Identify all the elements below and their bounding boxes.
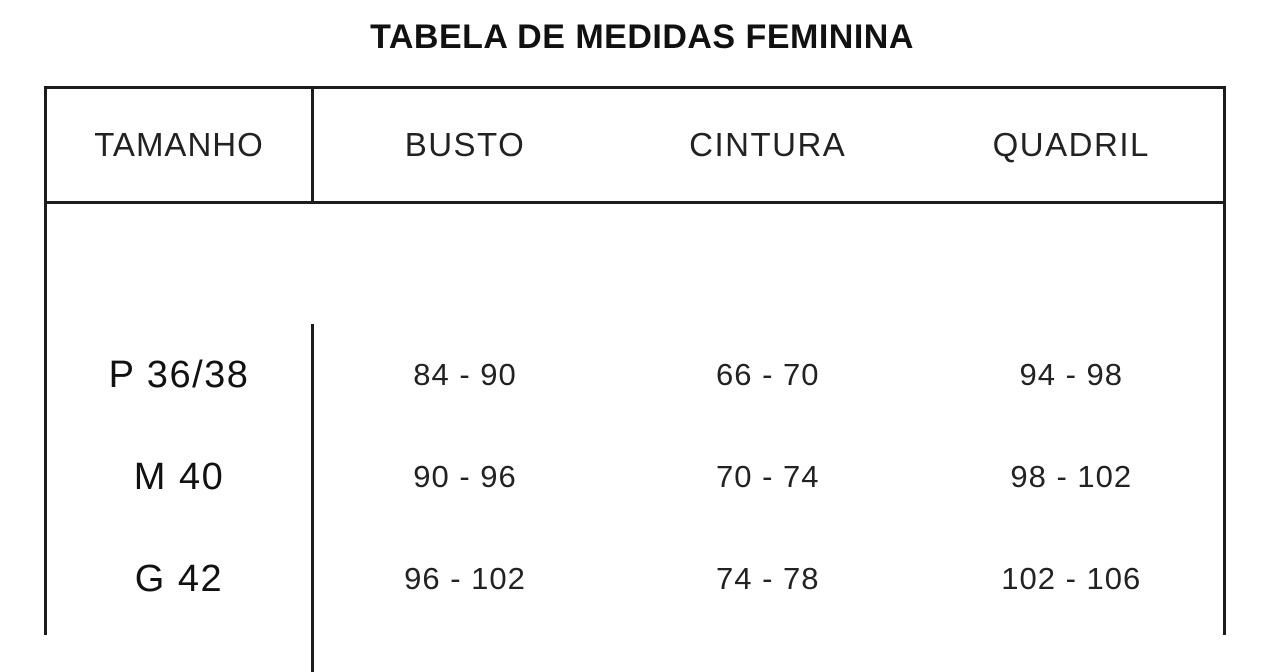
- column-header-tamanho: TAMANHO: [47, 89, 313, 203]
- column-header-busto: BUSTO: [313, 89, 617, 203]
- table-row: [47, 324, 1223, 426]
- table-row: [47, 426, 1223, 528]
- cell-busto: 84 - 90: [413, 357, 517, 392]
- spacer-cell-cintura: [616, 203, 920, 325]
- table-spacer-row: [47, 203, 1223, 325]
- size-table-container: [44, 86, 1226, 635]
- cell-cintura: 74 - 78: [715, 561, 820, 596]
- cell-size: M 40: [47, 426, 313, 528]
- cell-cintura: 66 - 70: [715, 357, 820, 392]
- table-header-row: [47, 89, 1223, 203]
- cell-quadril: 94 - 98: [1019, 357, 1123, 392]
- bottom-pad-cell-size: [47, 630, 313, 672]
- cell-cintura: 70 - 74: [715, 459, 820, 494]
- bottom-pad-cell-busto: [313, 630, 617, 672]
- size-table: [47, 89, 1223, 672]
- spacer-cell-busto: [313, 203, 617, 325]
- cell-quadril: 98 - 102: [1010, 459, 1133, 494]
- cell-quadril: 102 - 106: [1001, 561, 1142, 596]
- bottom-pad-cell-quadril: [920, 630, 1224, 672]
- column-header-cintura: CINTURA: [616, 89, 920, 203]
- cell-size: G 42: [47, 528, 313, 630]
- cell-busto: 90 - 96: [413, 459, 517, 494]
- spacer-cell-quadril: [920, 203, 1224, 325]
- table-row: [47, 528, 1223, 630]
- cell-size: P 36/38: [47, 324, 313, 426]
- spacer-cell-size: [47, 203, 313, 325]
- page-title: TABELA DE MEDIDAS FEMININA: [370, 18, 914, 56]
- bottom-pad-cell-cintura: [616, 630, 920, 672]
- column-header-quadril: QUADRIL: [920, 89, 1224, 203]
- table-bottom-padding-row: [47, 630, 1223, 672]
- cell-busto: 96 - 102: [404, 561, 526, 596]
